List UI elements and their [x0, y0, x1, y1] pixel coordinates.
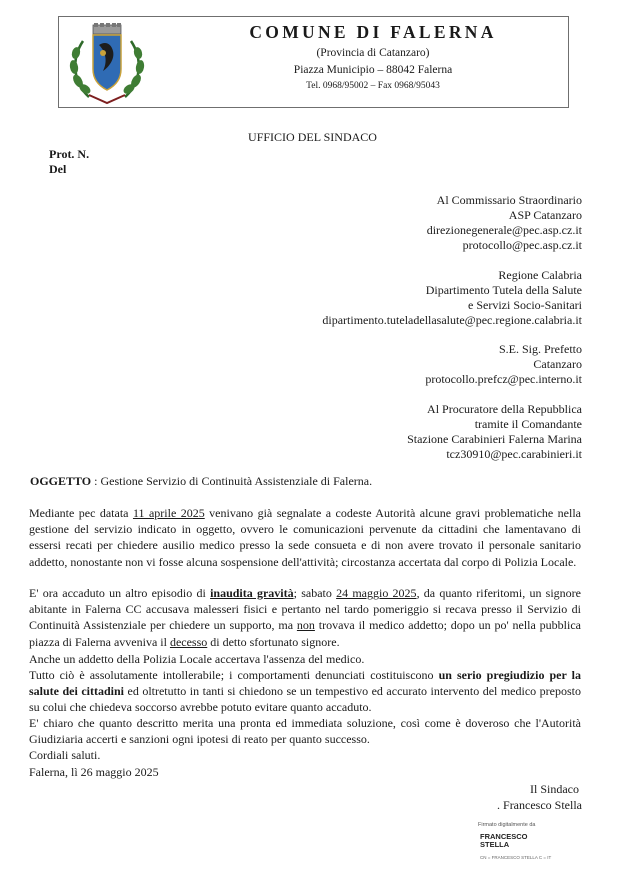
- place-date: Falerna, lì 26 maggio 2025: [29, 765, 159, 779]
- address-line: Piazza Municipio – 88042 Falerna: [293, 64, 453, 76]
- recipient-email: tcz30910@pec.carabinieri.it: [446, 447, 582, 461]
- text-run: Tutto ciò è assolutamente intollerabile; i comportamenti denunciati costituiscono: [29, 668, 439, 682]
- text-run: venivano già segnalate a codeste Autorità alcune gravi problematiche nella gestione del servizio indicato in oggetto, ovvero le comunicazioni pervenute da cittadini che lamentavano di essersi recati per chiedere ausilio medico presso la sede consueta e di non avere trovato il personale sanitario addetto, nonostante non vi fosse alcuna sospensione dell'attività; circostanza accertata dal corpo di Polizia Locale.: [29, 506, 581, 569]
- office-heading: UFFICIO DEL SINDACO: [248, 130, 377, 144]
- emphasis-text: un serio pregiudizio per la salute dei cittadini: [29, 668, 581, 699]
- underlined-date: 24 maggio 2025: [336, 586, 417, 600]
- recipient-line: Catanzaro: [533, 357, 582, 371]
- digital-signature-name: FRANCESCO STELLA: [480, 832, 528, 849]
- text-run: E' ora accaduto un altro episodio di: [29, 586, 211, 600]
- coat-of-arms-icon: [69, 23, 145, 105]
- signature-title: Il Sindaco: [530, 782, 579, 796]
- text-run: , da quanto riferitomi, un signore abitante in Falerna CC accusava malesseri fisici e pertanto nel tardo pomeriggio si recava presso il Servizio di Continuità Assistenziale per chiedere un supporto, ma: [29, 586, 582, 633]
- text-run: ; sabato: [293, 586, 337, 600]
- body-paragraph: E' chiaro che quanto descritto merita una pronta ed immediata soluzione, così come è doveroso che l'Autorità Giudiziaria accerti e sanzioni ogni ipotesi di reato per quanto successo.: [29, 716, 581, 747]
- emphasis-text: inaudita gravità: [210, 586, 294, 600]
- recipient-line: Stazione Carabinieri Falerna Marina: [407, 432, 582, 446]
- letterhead: [58, 16, 569, 108]
- body-paragraph: [29, 585, 581, 650]
- recipient-line: tramite il Comandante: [474, 417, 582, 431]
- recipient-line: S.E. Sig. Prefetto: [499, 342, 582, 356]
- body-paragraph: [29, 505, 581, 570]
- recipient-line: e Servizi Socio-Sanitari: [468, 298, 582, 312]
- underlined-word: decesso: [169, 634, 208, 649]
- protocol-number-label: Prot. N.: [49, 147, 90, 161]
- text-run: ed oltretutto in tanti si chiedono se un tempestivo ed accurato intervento del medico preposto su colui che chiedeva soccorso avrebbe potuto evitare quanto accaduto.: [29, 684, 581, 715]
- subject-text: : Gestione Servizio di Continuità Assistenziale di Falerna.: [91, 474, 373, 488]
- recipient-line: Al Procuratore della Repubblica: [427, 402, 582, 416]
- recipient-line: Al Commissario Straordinario: [436, 193, 582, 207]
- underlined-date: 11 aprile 2025: [132, 506, 205, 520]
- recipient-email: protocollo.prefcz@pec.interno.it: [425, 372, 582, 386]
- recipient-line: Regione Calabria: [498, 268, 582, 282]
- digital-signature-detail: CN = FRANCESCO STELLA C = IT: [480, 855, 552, 860]
- recipient-line: Dipartimento Tutela della Salute: [425, 283, 582, 297]
- recipient-email: protocollo@pec.asp.cz.it: [462, 238, 582, 252]
- phone-line: Tel. 0968/95002 – Fax 0968/95043: [306, 81, 440, 91]
- text-run: di detto sfortunato signore.: [207, 634, 340, 649]
- text-run: Mediante pec datata: [29, 506, 133, 520]
- protocol-date-label: Del: [49, 162, 67, 176]
- signature-name: . Francesco Stella: [497, 798, 582, 812]
- body-paragraph: [29, 667, 581, 716]
- closing-greeting: Cordiali saluti.: [29, 748, 101, 762]
- digital-signature-stamp: [478, 822, 588, 872]
- body-paragraph: Anche un addetto della Polizia Locale accertava l'assenza del medico.: [29, 652, 365, 666]
- digital-signature-label: Firmato digitalmente da: [478, 822, 536, 828]
- recipient-line: ASP Catanzaro: [508, 208, 582, 222]
- recipient-email: dipartimento.tuteladellasalute@pec.regione.calabria.it: [322, 313, 582, 327]
- recipient-email: direzionegenerale@pec.asp.cz.it: [426, 223, 582, 237]
- subject-label: OGGETTO: [30, 474, 92, 488]
- province-line: (Provincia di Catanzaro): [316, 47, 430, 59]
- text-run: trovava il medico addetto; dopo un po' nella pubblica piazza di Falerna avveniva il: [29, 618, 581, 649]
- subject-line: [30, 474, 372, 488]
- town-name: COMUNE DI FALERNA: [249, 22, 497, 42]
- underlined-word: non: [296, 618, 315, 633]
